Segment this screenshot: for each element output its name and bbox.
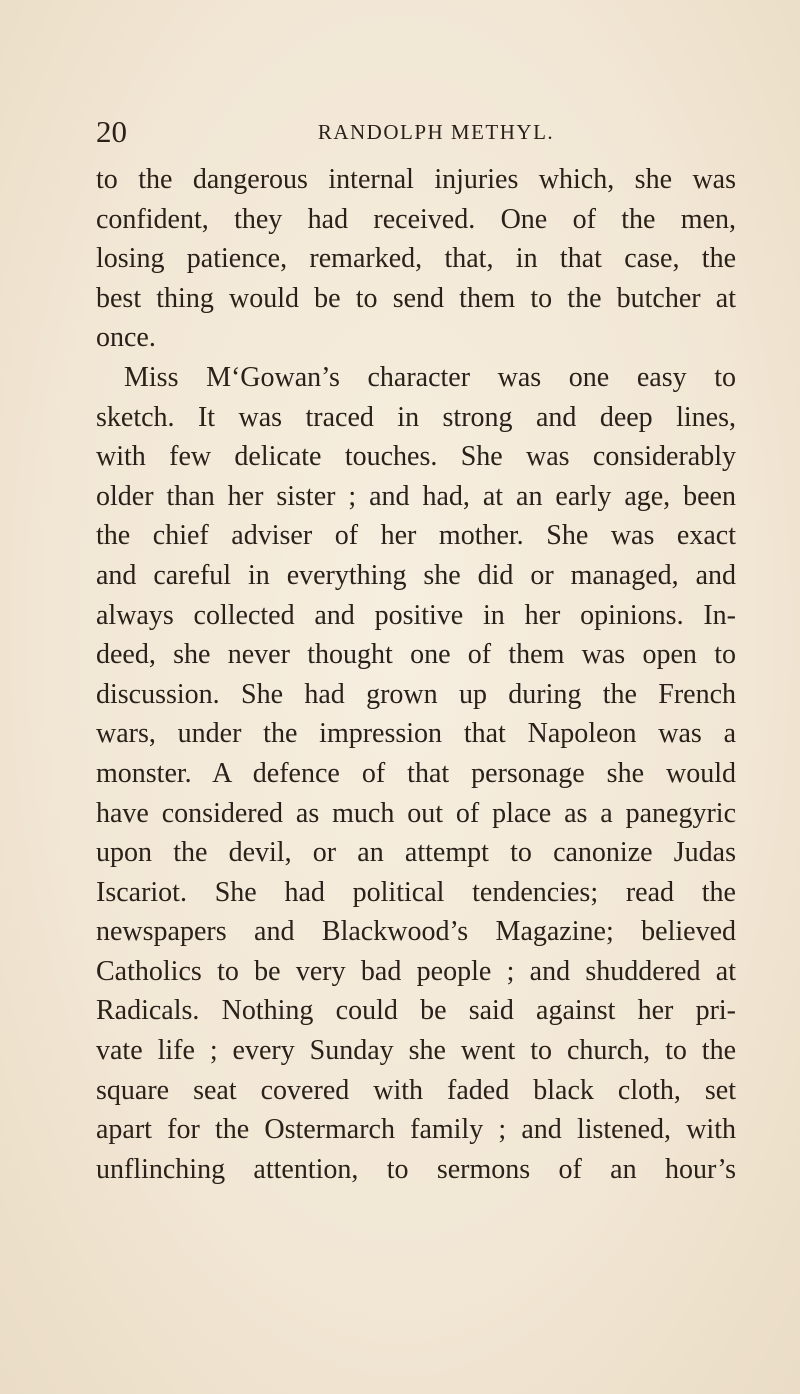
text-line: wars, under the impression that Napoleon was a xyxy=(96,718,736,750)
running-head: RANDOLPH METHYL. xyxy=(317,120,555,144)
text-line: Iscariot. She had political tendencies; read the xyxy=(96,876,736,908)
text-line: monster. A defence of that personage she would xyxy=(96,757,736,789)
text-line: once. xyxy=(96,322,156,354)
text-line: with few delicate touches. She was considerably xyxy=(96,441,736,473)
text-line: Miss M‘Gowan’s character was one easy to xyxy=(124,361,736,393)
text-line: sketch. It was traced in strong and deep lines, xyxy=(96,401,736,433)
text-line: the chief adviser of her mother. She was exact xyxy=(96,520,736,552)
body-text xyxy=(96,160,736,1189)
text-line: have considered as much out of place as a panegyric xyxy=(96,797,736,829)
text-line: to the dangerous internal injuries which, she was xyxy=(96,164,736,195)
text-line: vate life ; every Sunday she went to church, to the xyxy=(96,1035,736,1067)
text-line: confident, they had received. One of the men, xyxy=(96,203,736,235)
text-line: apart for the Ostermarch family ; and listened, with xyxy=(96,1114,736,1146)
text-line: losing patience, remarked, that, in that case, the xyxy=(96,243,736,275)
text-line: upon the devil, or an attempt to canonize Judas xyxy=(96,837,736,869)
text-line: Radicals. Nothing could be said against her pri- xyxy=(96,995,736,1027)
page-number: 20 xyxy=(96,114,127,149)
page-header xyxy=(96,112,736,152)
text-line: Catholics to be very bad people ; and shuddered at xyxy=(96,955,736,987)
text-line: newspapers and Blackwood’s Magazine; believed xyxy=(96,916,736,948)
text-line: older than her sister ; and had, at an early age, been xyxy=(96,480,736,512)
text-line: unflinching attention, to sermons of an hour’s xyxy=(96,1153,736,1185)
text-line: best thing would be to send them to the butcher at xyxy=(96,282,736,314)
text-line: deed, she never thought one of them was open to xyxy=(96,639,736,671)
text-line: discussion. She had grown up during the French xyxy=(96,678,736,710)
text-line: square seat covered with faded black cloth, set xyxy=(96,1074,736,1106)
text-line: and careful in everything she did or managed, and xyxy=(96,559,736,591)
text-line: always collected and positive in her opinions. In- xyxy=(96,599,736,631)
